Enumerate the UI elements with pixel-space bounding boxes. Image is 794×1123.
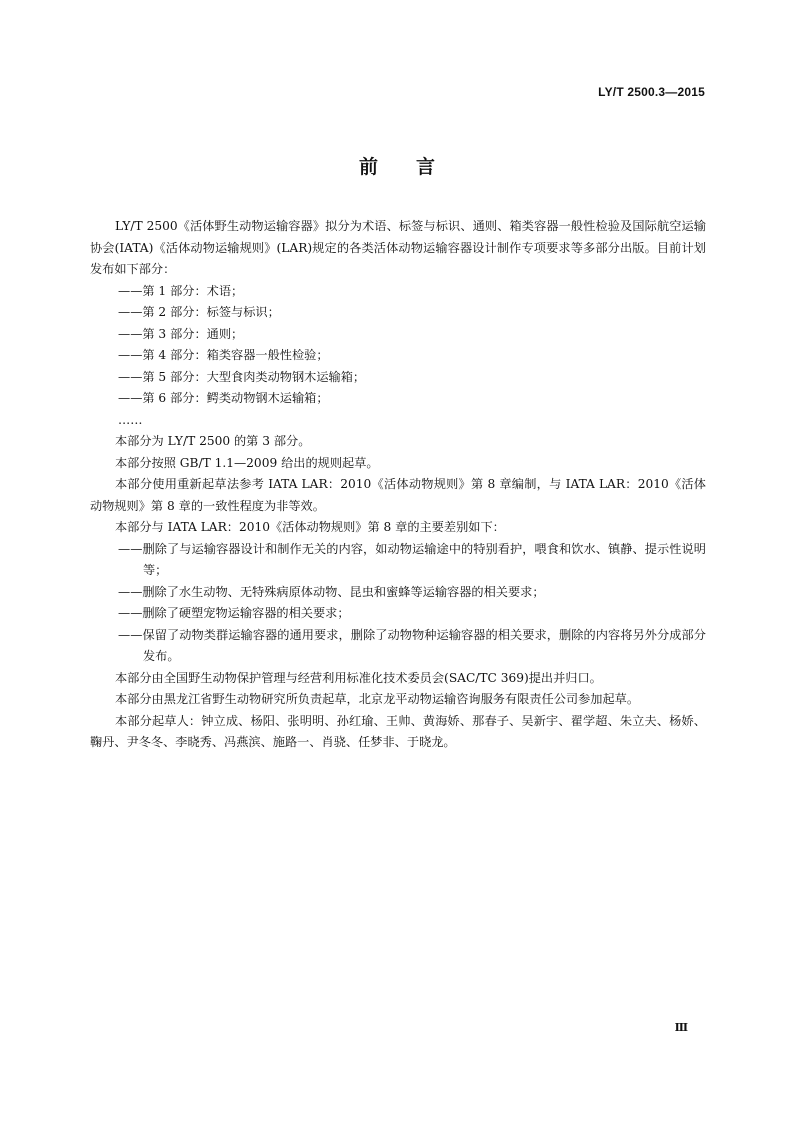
drafting-units-statement: 本部分由黑龙江省野生动物研究所负责起草，北京龙平动物运输咨询服务有限责任公司参加起草。 xyxy=(115,692,640,706)
standard-code: LY/T 2500.3—2015 xyxy=(598,85,705,99)
part-of-statement: 本部分为 LY/T 2500 的第 3 部分。 xyxy=(115,434,311,448)
foreword-body xyxy=(90,216,706,754)
redraft-statement: 本部分使用重新起草法参考 IATA LAR：2010《活体动物规则》第 8 章编制，与 IATA LAR：2010《活体动物规则》第 8 章的一致性程度为非等效。 xyxy=(90,477,706,513)
page-number: Ⅲ xyxy=(674,1021,688,1034)
committee-statement: 本部分由全国野生动物保护管理与经营利用标准化技术委员会(SAC/TC 369)提出并归口。 xyxy=(115,670,602,685)
drafting-rule-statement: 本部分按照 GB/T 1.1—2009 给出的规则起草。 xyxy=(115,455,379,470)
difference-item: ——保留了动物类群运输容器的通用要求，删除了动物物种运输容器的相关要求，删除的内容将另外分成部分发布。 xyxy=(118,627,706,663)
difference-item: ——删除了硬塑宠物运输容器的相关要求； xyxy=(118,606,350,620)
part-list-item: ——第 6 部分：鳄类动物钢木运输箱； xyxy=(118,391,329,405)
drafters-statement: 本部分起草人：钟立成、杨阳、张明明、孙红瑜、王帅、黄海娇、那春子、吴新宇、翟学超、朱立夫、杨娇、鞠丹、尹冬冬、李晓秀、冯燕滨、施路一、肖骁、任梦非、于晓龙。 xyxy=(90,713,706,749)
difference-item: ——删除了水生动物、无特殊病原体动物、昆虫和蜜蜂等运输容器的相关要求； xyxy=(118,584,545,599)
differences-intro: 本部分与 IATA LAR：2010《活体动物规则》第 8 章的主要差别如下： xyxy=(115,520,505,534)
part-list-item: ——第 2 部分：标签与标识； xyxy=(118,305,280,319)
part-list-item: ——第 5 部分：大型食肉类动物钢木运输箱； xyxy=(118,369,366,384)
part-list-item: ——第 4 部分：箱类容器一般性检验； xyxy=(118,348,329,362)
page-title: 前言 xyxy=(358,156,473,178)
part-list-item: ——第 1 部分：术语； xyxy=(118,283,244,298)
part-list-item: ——第 3 部分：通则； xyxy=(118,326,244,341)
intro-paragraph: LY/T 2500《活体野生动物运输容器》拟分为术语、标签与标识、通则、箱类容器一般性检验及国际航空运输协会(IATA)《活体动物运输规则》(LAR)规定的各类活体动物运输容器设计制作专项要求等多部分出版。目前计划发布如下部分： xyxy=(90,219,706,276)
difference-item: ——删除了与运输容器设计和制作无关的内容，如动物运输途中的特别看护，喂食和饮水、镇静、提示性说明等； xyxy=(118,541,706,577)
list-ellipsis: …… xyxy=(118,412,143,427)
